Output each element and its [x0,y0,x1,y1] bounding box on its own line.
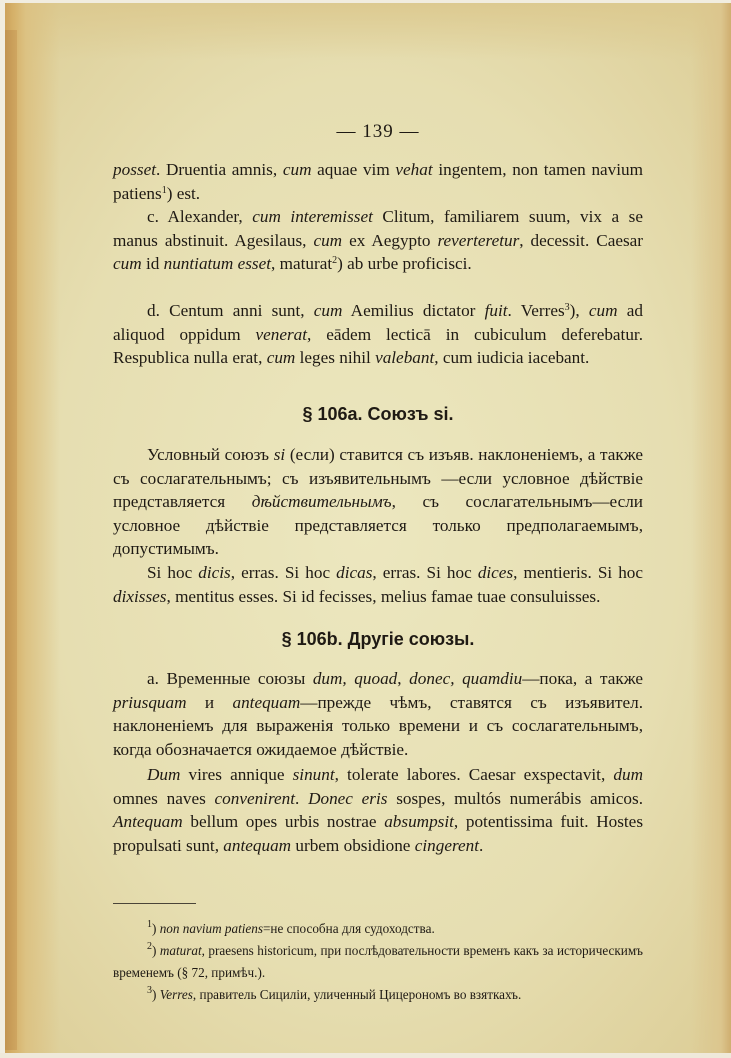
footnote-1: $^1$) non navium patiens=не способна для судоходства. [147,919,435,936]
paragraph-b-continued: posset. Druentia amnis, cum aquae vim vehat ingentem, non tamen navium patiens$^1$) est. [113,160,643,203]
binding-shadow [5,30,17,1050]
paragraph-temporal-examples: Dum vires anniquе sinunt, tolerate labores. Caesar exspectavit, dum omnes naves convenirent. Donec eris sospes, multós numerábis amicos. Antequam bellum opes urbis nostrae absumpsit, potentissima fuit. Hostes propulsati sunt, antequam urbem obsidione cingerent. [113,765,644,855]
footnote-2: $^2$) maturat, praesens historicum, при послѣдовательности временъ какъ за историческимъ временемъ (§ 72, примѣч.). [113,941,643,980]
section-heading-106b: § 106b. Другіе союзы. [281,629,475,649]
paragraph-temporal-conjunctions: a. Временные союзы dum, quoad, donec, quamdiu—пока, а также priusquam и antequam—прежде чѣмъ, ставятся съ изъявител. наклоненіемъ для выраженія только времени и съ сослагательнымъ, когда обозначается ожидаемое дѣйствіе. [113,669,643,759]
footnote-3: $^3$) Verres, правитель Сициліи, уличенный Цицерономъ во взяткахъ. [147,985,522,1002]
paragraph-c: c. Alexander, cum interemisset Clitum, familiarem suum, vix a se manus abstinuit. Agesilaus, cum ex Aegypto reverteretur, decessit. Caesar cum id nuntiatum esset, maturat$^2$) ab urbe proficisci. [113,207,643,273]
paragraph-d: d. Centum anni sunt, cum Aemilius dictator fuit. Verres$^3$), cum ad aliquod oppidum venerat, eādem lecticā in cubiculum deferebatur. Respublica nulla erat, cum leges nihil valebant, cum iudicia iacebant. [113,301,643,367]
paragraph-si-rule: Условный союзъ si (если) ставится съ изъяв. наклоненіемъ, а также съ сослагательнымъ; съ изъявительнымъ —если условное дѣйствіе представляется дѣйствительнымъ, съ сослагательнымъ—если условное дѣйствіе представляется только предполагаемымъ, допустимымъ. [113,445,643,558]
section-heading-106a: § 106a. Союзъ si. [302,404,454,424]
paragraph-si-examples: Si hoc dicis, erras. Si hoc dicas, erras. Si hoc dices, mentieris. Si hoc dixisses, mentitus esses. Si id fecisses, melius famae tuae consuluisses. [113,563,644,606]
page-top-edge [0,0,731,3]
footnote-separator [113,903,196,904]
page-number: — 139 — [336,121,420,142]
page-bottom-edge [0,1053,731,1058]
